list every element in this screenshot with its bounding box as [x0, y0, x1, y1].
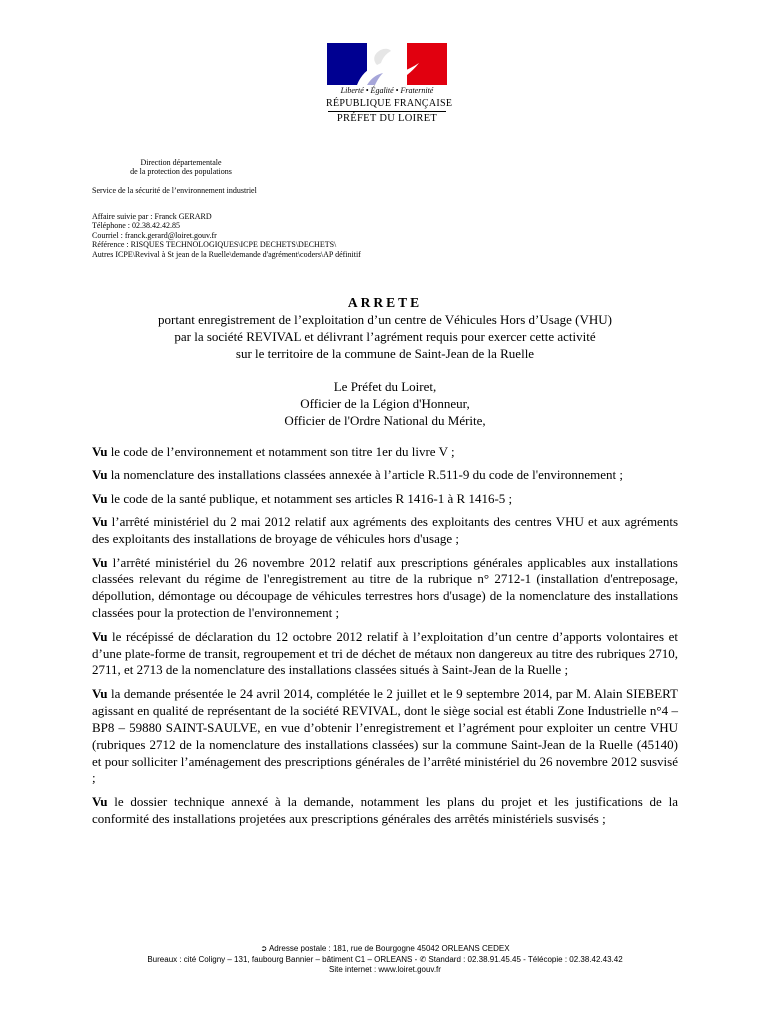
marianne-logo-block — [326, 43, 453, 124]
footer-website: Site internet : www.loiret.gouv.fr — [329, 965, 441, 974]
prefecture-name: PRÉFET DU LOIRET — [336, 113, 438, 124]
visa-lead: Vu — [92, 554, 108, 570]
visa-text: l’arrêté ministériel du 26 novembre 2012 relatif aux prescriptions générales applicables aux installations classées relevant du régime de l'enregistrement au titre de la rubrique n° 2712-1 (installation d'entreposage, dépollution, démontage ou découpage de véhicules terrestres hors d'usage) de la nomenclature des installations classées pour la protection de l'environnement ; — [92, 554, 678, 621]
logo-divider — [328, 111, 446, 112]
footer-postal-address: ➲ Adresse postale : 181, rue de Bourgogne 45042 ORLEANS CEDEX — [260, 944, 510, 953]
republic-name: RÉPUBLIQUE FRANÇAISE — [326, 98, 453, 109]
decree-subject-line: sur le territoire de la commune de Saint-Jean de la Ruelle — [235, 346, 535, 361]
visa-paragraph — [92, 686, 678, 787]
visa-text: la demande présentée le 24 avril 2014, complétée le 2 juillet et le 9 septembre 2014, par M. Alain SIEBERT agissant en qualité de représentant de la société REVIVAL, dont le siège social est établi Zone Industrielle n°4 – BP8 – 59880 SAINT-SAULVE, en vue d’obtenir l’enregistrement et l’agrément pour exploiter un centre VHU (rubriques 2712 de la nomenclature des installations classées) sur la commune Saint-Jean de la Ruelle (45140) et pour solliciter l’aménagement des prescriptions générales de l’arrêté ministériel du 26 novembre 2012 susvisé ; — [92, 685, 678, 786]
visa-paragraph — [92, 444, 678, 461]
visa-paragraph — [92, 491, 678, 508]
visa-lead: Vu — [92, 685, 108, 701]
decree-heading: ARRETE — [347, 295, 423, 310]
visa-text: le code de la santé publique, et notamment ses articles R 1416-1 à R 1416-5 ; — [107, 490, 513, 506]
case-officer: Affaire suivie par : Franck GERARD — [92, 212, 212, 221]
marianne-logo-icon — [327, 43, 447, 85]
visa-text: l’arrêté ministériel du 2 mai 2012 relatif aux agréments des exploitants des centres VHU et aux agréments des exploitants des installations de broyage de véhicules hors d'usage ; — [92, 514, 678, 547]
visa-lead: Vu — [92, 628, 108, 644]
visa-paragraph — [92, 514, 678, 548]
case-reference: Référence : RISQUES TECHNOLOGIQUES\ICPE DECHETS\DECHETS\ — [92, 240, 337, 250]
case-info — [92, 212, 361, 259]
visa-lead: Vu — [92, 467, 108, 483]
direction-block — [0, 158, 362, 177]
decree-subject-line: par la société REVIVAL et délivrant l’agrément requis pour exercer cette activité — [174, 329, 596, 344]
service-name: Service de la sécurité de l’environnement industriel — [92, 186, 257, 195]
prefect-titles — [92, 378, 678, 429]
visa-lead: Vu — [92, 514, 108, 530]
case-file-path: Autres ICPE\Revival à St jean de la Ruelle\demande d'agrément\coders\AP définitif — [92, 249, 361, 259]
visa-paragraph — [92, 629, 678, 680]
visa-paragraph — [92, 794, 678, 828]
visa-lead: Vu — [92, 444, 108, 459]
direction-line: de la protection des populations — [130, 167, 232, 177]
visa-lead: Vu — [92, 793, 108, 809]
visa-paragraph — [92, 467, 678, 484]
decree-title — [92, 294, 678, 362]
visa-paragraph — [92, 555, 678, 623]
case-telephone: Téléphone : 02.38.42.42.85 — [92, 221, 180, 231]
visa-text: le code de l’environnement et notamment son titre 1er du livre V ; — [107, 444, 455, 459]
visa-text: le dossier technique annexé à la demande, notamment les plans du projet et les justifications de la conformité des installations projetées aux prescriptions générales des arrêtés ministériels susvisés ; — [92, 793, 678, 826]
prefect-title-line: Le Préfet du Loiret, — [333, 379, 437, 394]
visa-text: le récépissé de déclaration du 12 octobre 2012 relatif à l’exploitation d’un centre d’apports volontaires et d’une plate-forme de transit, regroupement et tri de déchet de métaux non dangereux au titre des rubriques 2710, 2711, et 2713 de la nomenclature des installations classées situés à Saint-Jean de la Ruelle ; — [92, 628, 678, 678]
page-footer — [40, 944, 730, 976]
visa-text: la nomenclature des installations classées annexée à l’article R.511-9 du code de l'environnement ; — [107, 467, 623, 483]
prefect-title-line: Officier de l'Ordre National du Mérite, — [284, 413, 486, 428]
visa-lead: Vu — [92, 490, 108, 506]
republic-motto: Liberté • Égalité • Fraternité — [340, 86, 434, 95]
visa-list — [92, 444, 678, 834]
decree-subject-line: portant enregistrement de l’exploitation d’un centre de Véhicules Hors d’Usage (VHU) — [158, 312, 612, 327]
case-email: Courriel : franck.gerard@loiret.gouv.fr — [92, 230, 217, 240]
prefect-title-line: Officier de la Légion d'Honneur, — [300, 396, 470, 411]
footer-office-contact: Bureaux : cité Coligny – 131, faubourg Bannier – bâtiment C1 – ORLEANS - ✆ Standard : 02.38.91.45.45 - Télécopie : 02.38.42.43.42 — [147, 954, 623, 964]
direction-line: Direction départementale — [140, 158, 222, 167]
